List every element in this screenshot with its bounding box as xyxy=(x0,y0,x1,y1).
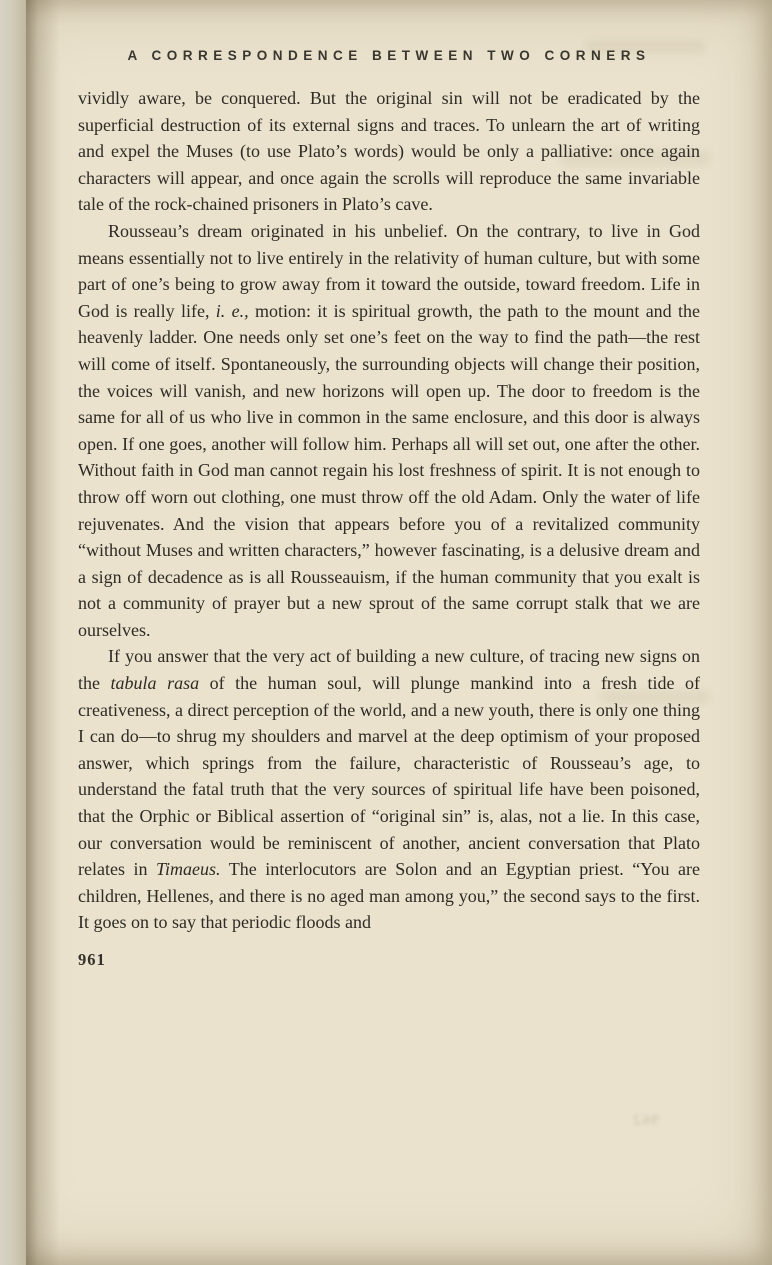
paragraph-2: Rousseau’s dream originated in his unbelief. On the contrary, to live in God means essentially not to live entirely in the relativity of human culture, but with some part of one’s being to grow away from it toward the outside, toward freedom. Life in God is really life, i. e., motion: it is spiritual growth, the path to the mount and the heavenly ladder. One needs only set one’s feet on the way to find the path—the rest will come of itself. Spontaneously, the surrounding objects will change their position, the voices will vanish, and new horizons will open up. The door to freedom is the same for all of us who live in common in the same enclosure, and this door is always open. If one goes, another will follow him. Perhaps all will set out, one after the other. Without faith in God man cannot regain his lost freshness of spirit. It is not enough to throw off worn out clothing, one must throw off the old Adam. Only the water of life rejuvenates. And the vision that appears before you of a revitalized community “without Muses and written characters,” however fascinating, is a delusive dream and a sign of decadence as is all Rousseauism, if the human community that you exalt is not a community of prayer but a new sprout of the same corrupt stalk that we are ourselves. xyxy=(78,220,700,640)
paragraph-3: If you answer that the very act of building a new culture, of tracing new signs on the tabula rasa of the human soul, will plunge mankind into a fresh tide of creativeness, a direct perception of the world, and a new youth, there is only one thing I can do—to shrug my shoulders and marvel at the deep optimism of your proposed answer, which springs from the failure, characteristic of Rousseau’s age, to understand the fatal truth that the very sources of spiritual life have been poisoned, that the Orphic or Biblical assertion of “original sin” is, alas, not a lie. In this case, our conversation would be reminiscent of another, ancient conversation that Plato relates in Timaeus. The interlocutors are Solon and an Egyptian priest. “You are children, Hellenes, and there is no aged man among you,” the second says to the first. It goes on to say that periodic floods and xyxy=(78,646,700,933)
body-text xyxy=(78,85,700,936)
page-left-edge xyxy=(0,0,26,1265)
gutter-shadow xyxy=(26,0,60,1265)
page-number: 961 xyxy=(78,950,106,969)
paragraph-1: vividly aware, be conquered. But the original sin will not be eradicated by the superficial destruction of its external signs and traces. To unlearn the art of writing and expel the Muses (to use Plato’s words) would be only a palliative: once again characters will appear, and once again the scrolls will reproduce the same invariable tale of the rock-chained prisoners in Plato’s cave. xyxy=(78,88,700,215)
page-content xyxy=(78,48,700,970)
running-head: A CORRESPONDENCE BETWEEN TWO CORNERS xyxy=(127,48,651,63)
bleedthrough-page-number: 962 xyxy=(632,1112,659,1129)
